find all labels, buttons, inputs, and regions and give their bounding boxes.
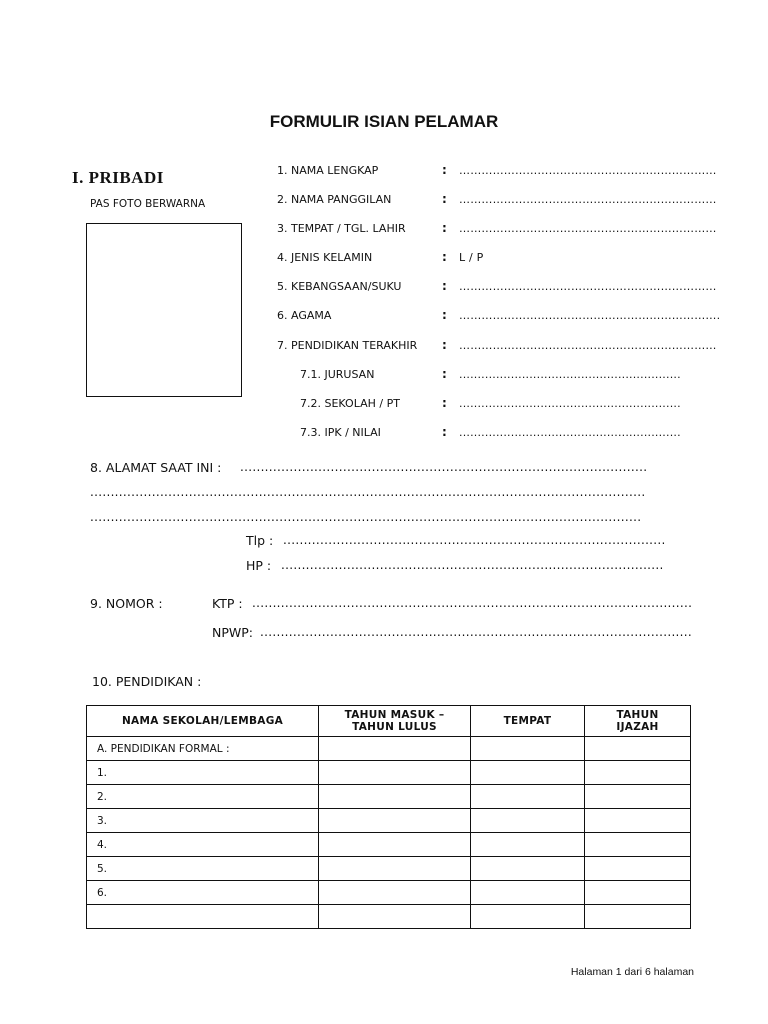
field-colon: : (442, 308, 447, 322)
years-cell[interactable] (319, 761, 471, 785)
field-input[interactable]: ............................................................ (459, 397, 681, 410)
field-label: 6. AGAMA (277, 309, 332, 322)
table-row (87, 761, 691, 785)
cert-year-cell[interactable] (585, 881, 691, 905)
school-cell[interactable]: A. PENDIDIKAN FORMAL : (87, 737, 319, 761)
field-label: 1. NAMA LENGKAP (277, 164, 379, 177)
education-table (86, 705, 691, 929)
npwp-field[interactable]: ......................................................................................................... (260, 625, 693, 639)
cert-year-cell[interactable] (585, 833, 691, 857)
photo-box[interactable] (86, 223, 242, 397)
field-label: 2. NAMA PANGGILAN (277, 193, 392, 206)
field-label: 7.3. IPK / NILAI (300, 426, 381, 439)
page-footer: Halaman 1 dari 6 halaman (570, 966, 694, 978)
field-input[interactable]: ............................................................ (459, 426, 681, 439)
field-colon: : (442, 338, 447, 352)
cert-year-cell[interactable] (585, 785, 691, 809)
cert-year-cell[interactable] (585, 809, 691, 833)
field-input[interactable]: ............................................................ (459, 368, 681, 381)
header-school: NAMA SEKOLAH/LEMBAGA (87, 706, 319, 737)
school-cell[interactable]: 1. (87, 761, 319, 785)
field-colon: : (442, 396, 447, 410)
field-input[interactable]: ……………………………………………………………. (459, 309, 721, 322)
header-place: TEMPAT (471, 706, 585, 737)
place-cell[interactable] (471, 857, 585, 881)
years-cell[interactable] (319, 737, 471, 761)
header-cert-year: TAHUN IJAZAH (585, 706, 691, 737)
field-colon: : (442, 250, 447, 264)
field-label: 7. PENDIDIKAN TERAKHIR (277, 339, 418, 352)
field-colon: : (442, 221, 447, 235)
address-line-3[interactable]: ...................................................................................................................................... (90, 510, 642, 524)
npwp-label: NPWP: (212, 625, 253, 640)
school-cell[interactable]: 3. (87, 809, 319, 833)
school-cell[interactable]: 6. (87, 881, 319, 905)
place-cell[interactable] (471, 881, 585, 905)
header-years: TAHUN MASUK – TAHUN LULUS (319, 706, 471, 737)
table-row (87, 737, 691, 761)
address-line-1[interactable]: ................................................................................................... (240, 460, 648, 474)
field-input[interactable]: …………………………………………………………… (459, 280, 717, 293)
place-cell[interactable] (471, 761, 585, 785)
education-label: 10. PENDIDIKAN : (92, 674, 202, 689)
years-cell[interactable] (319, 785, 471, 809)
field-colon: : (442, 163, 447, 177)
tlp-field[interactable]: ............................................................................................. (283, 533, 666, 547)
field-input[interactable]: …………………………………………………………… (459, 164, 717, 177)
nomor-label: 9. NOMOR : (90, 596, 163, 611)
ktp-label: KTP : (212, 596, 243, 611)
field-input[interactable]: L / P (459, 251, 484, 264)
form-title: FORMULIR ISIAN PELAMAR (269, 112, 499, 131)
field-input[interactable]: …………………………………………………………… (459, 193, 717, 206)
years-cell[interactable] (319, 905, 471, 929)
table-row (87, 785, 691, 809)
table-row (87, 857, 691, 881)
school-cell[interactable] (87, 905, 319, 929)
section-heading: I. PRIBADI (72, 168, 164, 187)
years-cell[interactable] (319, 833, 471, 857)
field-label: 5. KEBANGSAAN/SUKU (277, 280, 402, 293)
school-cell[interactable]: 2. (87, 785, 319, 809)
field-colon: : (442, 192, 447, 206)
field-input[interactable]: …………………………………………………………… (459, 222, 717, 235)
years-cell[interactable] (319, 881, 471, 905)
address-line-2[interactable]: ....................................................................................................................................... (90, 485, 646, 499)
school-cell[interactable]: 5. (87, 857, 319, 881)
school-cell[interactable]: 4. (87, 833, 319, 857)
place-cell[interactable] (471, 737, 585, 761)
cert-year-cell[interactable] (585, 761, 691, 785)
field-colon: : (442, 279, 447, 293)
field-label: 3. TEMPAT / TGL. LAHIR (277, 222, 406, 235)
field-label: 7.2. SEKOLAH / PT (300, 397, 400, 410)
cert-year-cell[interactable] (585, 905, 691, 929)
hp-label: HP : (246, 558, 272, 573)
table-row (87, 905, 691, 929)
field-label: 4. JENIS KELAMIN (277, 251, 373, 264)
address-label: 8. ALAMAT SAAT INI : (90, 460, 222, 475)
place-cell[interactable] (471, 809, 585, 833)
place-cell[interactable] (471, 833, 585, 857)
cert-year-cell[interactable] (585, 737, 691, 761)
hp-field[interactable]: ............................................................................................. (281, 558, 664, 572)
cert-year-cell[interactable] (585, 857, 691, 881)
tlp-label: Tlp : (246, 533, 274, 548)
table-row (87, 881, 691, 905)
photo-label: PAS FOTO BERWARNA (90, 198, 206, 210)
field-colon: : (442, 367, 447, 381)
table-row (87, 833, 691, 857)
years-cell[interactable] (319, 857, 471, 881)
years-cell[interactable] (319, 809, 471, 833)
table-row (87, 809, 691, 833)
field-colon: : (442, 425, 447, 439)
place-cell[interactable] (471, 785, 585, 809)
field-input[interactable]: …………………………………………………………… (459, 339, 717, 352)
place-cell[interactable] (471, 905, 585, 929)
ktp-field[interactable]: ........................................................................................................... (252, 596, 693, 610)
field-label: 7.1. JURUSAN (300, 368, 375, 381)
